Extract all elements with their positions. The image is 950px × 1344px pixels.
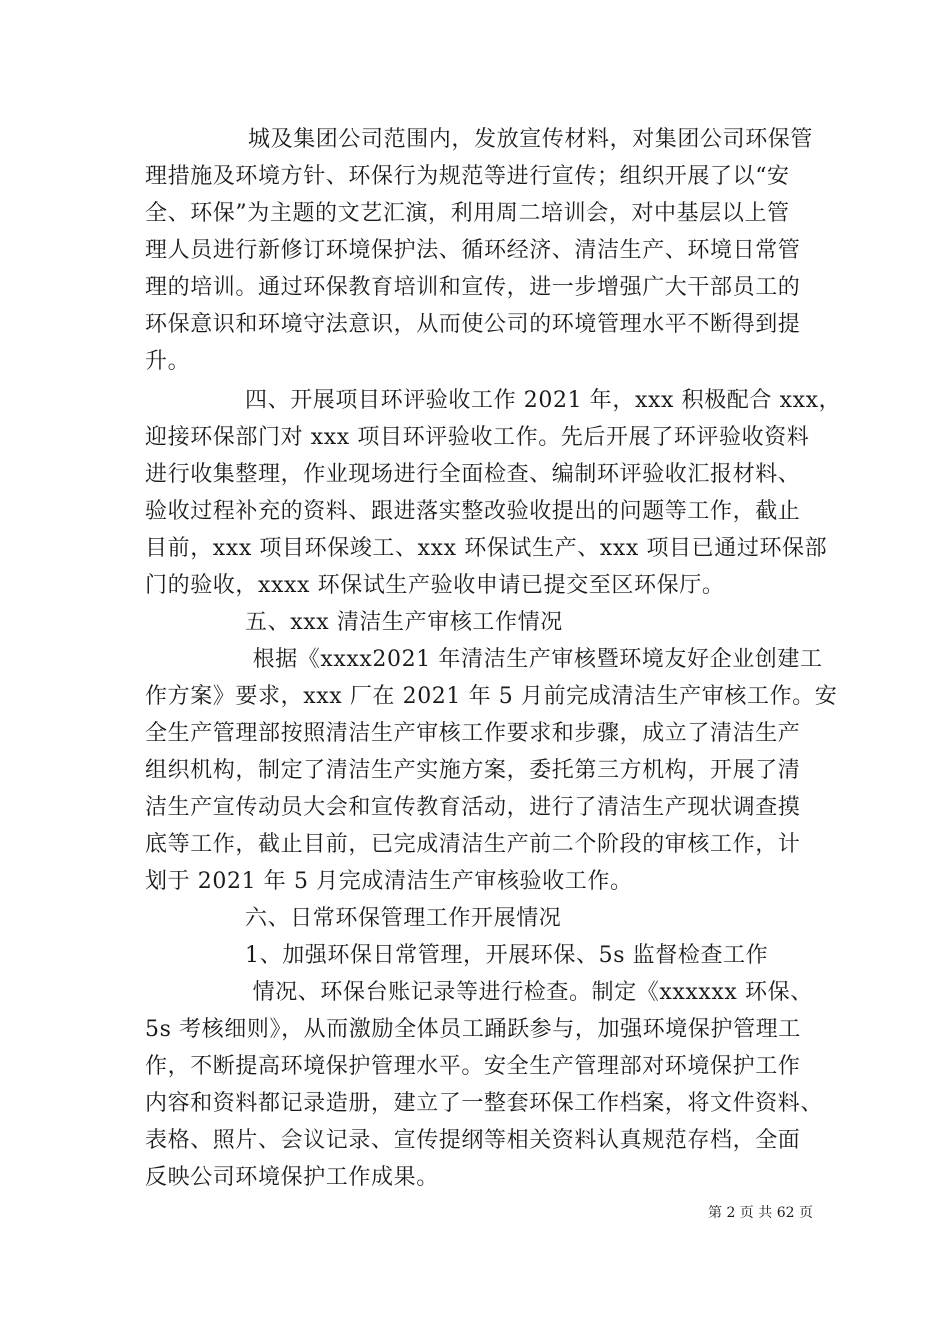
paragraph-line: 门的验收，xxxx 环保试生产验收申请已提交至区环保厅。 <box>145 573 725 598</box>
paragraph-line: 作，不断提高环境保护管理水平。安全生产管理部对环境保护工作 <box>145 1054 801 1079</box>
paragraph-line: 反映公司环境保护工作成果。 <box>145 1165 439 1190</box>
paragraph-line: 内容和资料都记录造册，建立了一整套环保工作档案，将文件资料、 <box>145 1091 824 1116</box>
paragraph-line: 验收过程补充的资料、跟进落实整改验收提出的问题等工作，截止 <box>145 499 801 524</box>
paragraph-line: 情况、环保台账记录等进行检查。制定《xxxxxx 环保、 <box>245 980 813 1005</box>
paragraph-line: 底等工作，截止目前，已完成清洁生产前二个阶段的审核工作，计 <box>145 832 801 857</box>
paragraph-line: 升。 <box>145 349 191 374</box>
section-heading-line: 四、开展项目环评验收工作 2021 年，xxx 积极配合 xxx， <box>245 388 842 413</box>
paragraph-line: 环保意识和环境守法意识，从而使公司的环境管理水平不断得到提 <box>145 312 801 337</box>
paragraph-line: 表格、照片、会议记录、宣传提纲等相关资料认真规范存档，全面 <box>145 1128 801 1153</box>
paragraph-line: 理措施及环境方针、环保行为规范等进行宣传；组织开展了以“安 <box>145 164 790 189</box>
page-number-footer: 第 2 页 共 62 页 <box>708 1205 813 1221</box>
paragraph-line: 划于 2021 年 5 月完成清洁生产审核验收工作。 <box>145 869 633 894</box>
subsection-heading: 1、加强环保日常管理，开展环保、5s 监督检查工作 <box>245 943 769 968</box>
paragraph-line: 洁生产宣传动员大会和宣传教育活动，进行了清洁生产现状调查摸 <box>145 795 801 820</box>
section-heading: 五、xxx 清洁生产审核工作情况 <box>245 610 563 635</box>
paragraph-line: 理人员进行新修订环境保护法、循环经济、清洁生产、环境日常管 <box>145 238 801 263</box>
paragraph-line: 根据《xxxx2021 年清洁生产审核暨环境友好企业创建工 <box>245 647 823 672</box>
paragraph-line: 全生产管理部按照清洁生产审核工作要求和步骤，成立了清洁生产 <box>145 721 801 746</box>
paragraph-line: 进行收集整理，作业现场进行全面检查、编制环评验收汇报材料、 <box>145 462 801 487</box>
paragraph-line: 作方案》要求，xxx 厂在 2021 年 5 月前完成清洁生产审核工作。安 <box>145 684 838 709</box>
paragraph-line: 迎接环保部门对 xxx 项目环评验收工作。先后开展了环评验收资料 <box>145 425 810 450</box>
paragraph-line: 目前，xxx 项目环保竣工、xxx 环保试生产、xxx 项目已通过环保部 <box>145 536 828 561</box>
paragraph-line: 理的培训。通过环保教育培训和宣传，进一步增强广大干部员工的 <box>145 275 801 300</box>
paragraph-line: 全、环保”为主题的文艺汇演，利用周二培训会，对中基层以上管 <box>145 201 790 226</box>
section-heading: 六、日常环保管理工作开展情况 <box>245 906 562 931</box>
paragraph-line: 5s 考核细则》，从而激励全体员工踊跃参与，加强环境保护管理工 <box>145 1017 801 1042</box>
paragraph-line: 组织机构，制定了清洁生产实施方案，委托第三方机构，开展了清 <box>145 758 801 783</box>
paragraph-line: 城及集团公司范围内，发放宣传材料，对集团公司环保管 <box>248 127 814 152</box>
